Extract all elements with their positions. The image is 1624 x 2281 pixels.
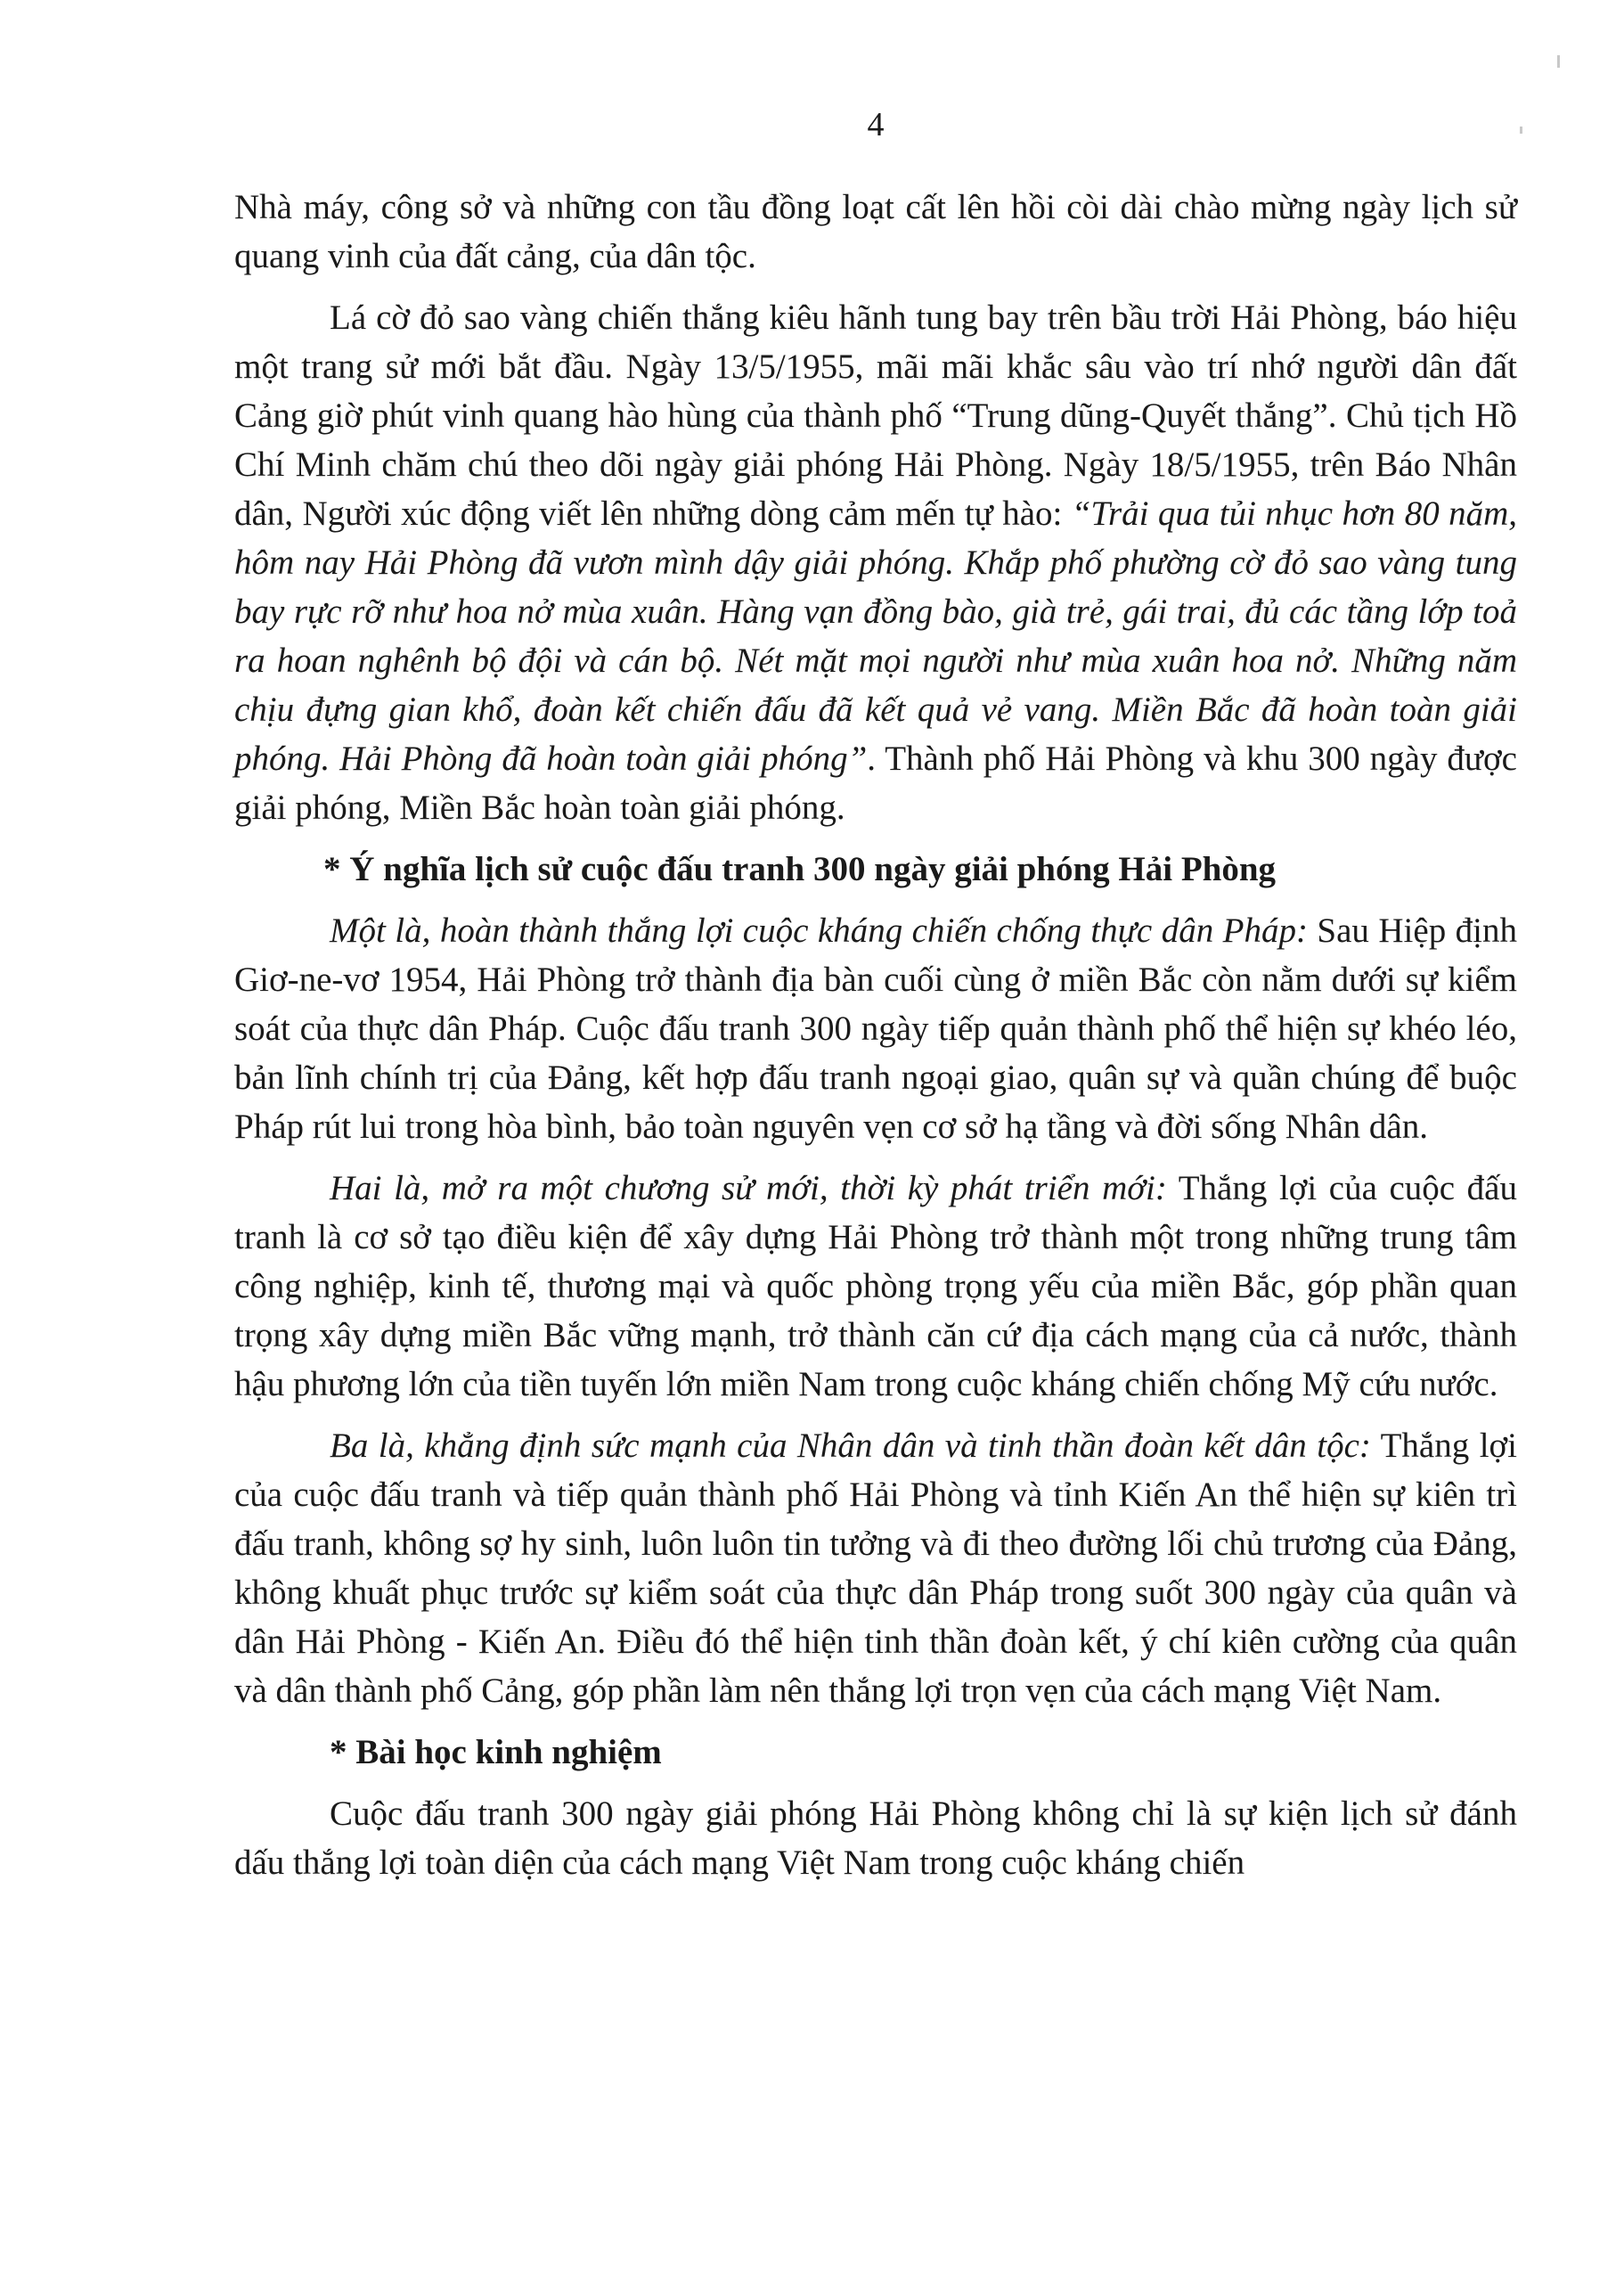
paragraph-4-body: Thắng lợi của cuộc đấu tranh là cơ sở tạo điều kiện để xây dựng Hải Phòng trở thành một trong những trung tâm công nghiệp, kinh tế, thương mại và quốc phòng trọng yếu của miền Bắc, góp phần quan trọng xây dựng miền Bắc vững mạnh, trở thành căn cứ địa cách mạng của cả nước, thành hậu phương lớn của tiền tuyến lớn miền Nam trong cuộc kháng chiến chống Mỹ cứu nước. [234,1169,1517,1403]
paragraph-3-lead: Một là, hoàn thành thắng lợi cuộc kháng chiến chống thực dân Pháp: [330,912,1308,950]
paragraph-2 [234,293,1517,832]
document-body [234,183,1517,1887]
scan-artifact [1520,127,1522,134]
paragraph-5-body: Thắng lợi của cuộc đấu tranh và tiếp quản thành phố Hải Phòng và tỉnh Kiến An thể hiện sự kiên trì đấu tranh, không sợ hy sinh, luôn luôn tin tưởng và đi theo đường lối chủ trương của Đảng, không khuất phục trước sự kiểm soát của thực dân Pháp trong suốt 300 ngày của quân và dân Hải Phòng - Kiến An. Điều đó thể hiện tinh thần đoàn kết, ý chí kiên cường của quân và dân thành phố Cảng, góp phần làm nên thắng lợi trọn vẹn của cách mạng Việt Nam. [234,1427,1517,1710]
section-heading-lessons: * Bài học kinh nghiệm [330,1733,662,1771]
paragraph-2-end: . Thành phố Hải Phòng và khu 300 ngày được giải phóng, Miền Bắc hoàn toàn giải phóng. [234,740,1517,827]
paragraph-6: Cuộc đấu tranh 300 ngày giải phóng Hải Phòng không chỉ là sự kiện lịch sử đánh dấu thắng lợi toàn diện của cách mạng Việt Nam trong cuộc kháng chiến [234,1795,1517,1882]
paragraph-5 [234,1421,1517,1715]
paragraph-3-body: Sau Hiệp định Giơ-ne-vơ 1954, Hải Phòng trở thành địa bàn cuối cùng ở miền Bắc còn nằm dưới sự kiểm soát của thực dân Pháp. Cuộc đấu tranh 300 ngày tiếp quản thành phố thể hiện sự khéo léo, bản lĩnh chính trị của Đảng, kết hợp đấu tranh ngoại giao, quân sự và quần chúng để buộc Pháp rút lui trong hòa bình, bảo toàn nguyên vẹn cơ sở hạ tầng và đời sống Nhân dân. [234,912,1517,1146]
page-number: 4 [867,106,885,143]
ho-chi-minh-quote: “Trải qua tủi nhục hơn 80 năm, hôm nay Hải Phòng đã vươn mình dậy giải phóng. Khắp phố phường cờ đỏ sao vàng tung bay rực rỡ như hoa nở mùa xuân. Hàng vạn đồng bào, già trẻ, gái trai, đủ các tầng lớp toả ra hoan nghênh bộ đội và cán bộ. Nét mặt mọi người như mùa xuân hoa nở. Những năm chịu đựng gian khổ, đoàn kết chiến đấu đã kết quả vẻ vang. Miền Bắc đã hoàn toàn giải phóng. Hải Phòng đã hoàn toàn giải phóng” [234,495,1517,778]
paragraph-4-lead: Hai là, mở ra một chương sử mới, thời kỳ phát triển mới: [330,1169,1167,1207]
paragraph-2-text: Lá cờ đỏ sao vàng chiến thắng kiêu hãnh tung bay trên bầu trời Hải Phòng, báo hiệu một trang sử mới bắt đầu. Ngày 13/5/1955, mãi mãi khắc sâu vào trí nhớ người dân đất Cảng giờ phút vinh quang hào hùng của thành phố “Trung dũng-Quyết thắng”. Chủ tịch Hồ Chí Minh chăm chú theo dõi ngày giải phóng Hải Phòng. Ngày 18/5/1955, trên Báo Nhân dân, Người xúc động viết lên những dòng cảm mến tự hào: [234,298,1517,533]
paragraph-1: Nhà máy, công sở và những con tầu đồng loạt cất lên hồi còi dài chào mừng ngày lịch sử quang vinh của đất cảng, của dân tộc. [234,188,1517,275]
scan-artifact [1557,55,1560,68]
paragraph-5-lead: Ba là, khẳng định sức mạnh của Nhân dân và tinh thần đoàn kết dân tộc: [330,1427,1371,1465]
paragraph-3 [234,906,1517,1151]
paragraph-4 [234,1164,1517,1409]
section-heading-historical-significance: * Ý nghĩa lịch sử cuộc đấu tranh 300 ngày giải phóng Hải Phòng [323,850,1277,888]
document-page [234,0,1517,2281]
